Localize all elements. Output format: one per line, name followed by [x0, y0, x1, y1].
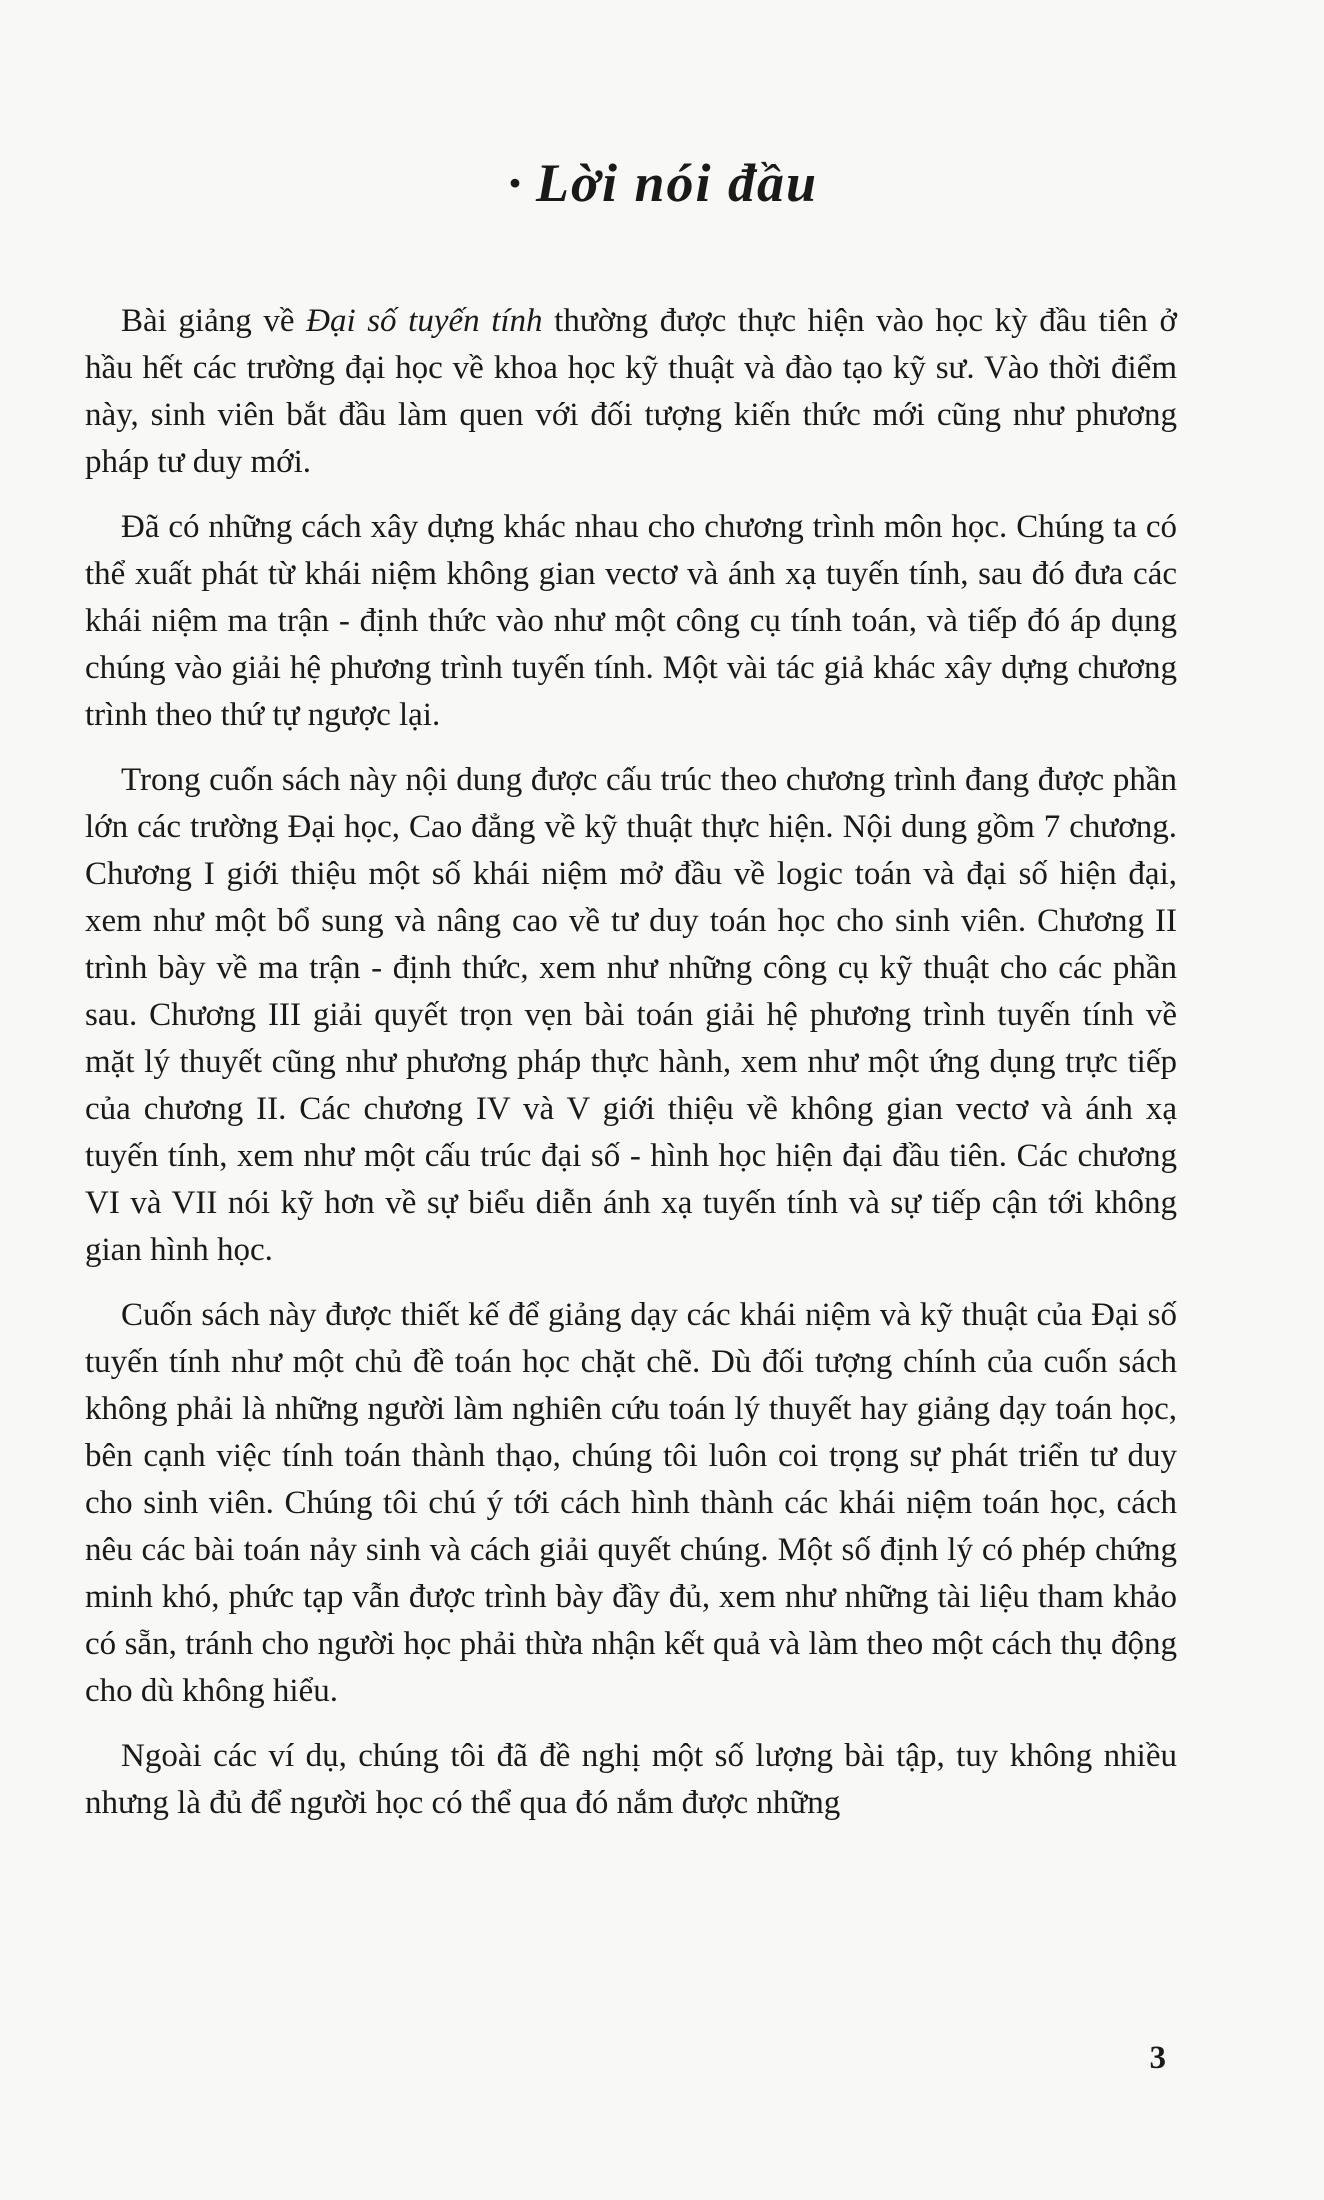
title-bullet: · [505, 153, 526, 213]
paragraph-4: Cuốn sách này được thiết kế để giảng dạy các khái niệm và kỹ thuật của Đại số tuyến tính như một chủ đề toán học chặt chẽ. Dù đối tượng chính của cuốn sách không phải là những người làm nghiên cứu toán lý thuyết hay giảng dạy toán học, bên cạnh việc tính toán thành thạo, chúng tôi luôn coi trọng sự phát triển tư duy cho sinh viên. Chúng tôi chú ý tới cách hình thành các khái niệm toán học, cách nêu các bài toán nảy sinh và cách giải quyết chúng. Một số định lý có phép chứng minh khó, phức tạp vẫn được trình bày đầy đủ, xem như những tài liệu tham khảo có sẵn, tránh cho người học phải thừa nhận kết quả và làm theo một cách thụ động cho dù không hiểu. [85, 1297, 1177, 1709]
paragraph-2: Đã có những cách xây dựng khác nhau cho chương trình môn học. Chúng ta có thể xuất phát từ khái niệm không gian vectơ và ánh xạ tuyến tính, sau đó đưa các khái niệm ma trận - định thức vào như một công cụ tính toán, và tiếp đó áp dụng chúng vào giải hệ phương trình tuyến tính. Một vài tác giả khác xây dựng chương trình theo thứ tự ngược lại. [85, 509, 1177, 733]
page-number: 3 [1149, 2040, 1166, 2076]
page-title [0, 152, 1324, 214]
paragraph-1-lead: Bài giảng về [121, 303, 307, 339]
paragraph-3: Trong cuốn sách này nội dung được cấu trúc theo chương trình đang được phần lớn các trường Đại học, Cao đẳng về kỹ thuật thực hiện. Nội dung gồm 7 chương. Chương I giới thiệu một số khái niệm mở đầu về logic toán và đại số hiện đại, xem như một bổ sung và nâng cao về tư duy toán học cho sinh viên. Chương II trình bày về ma trận - định thức, xem như những công cụ kỹ thuật cho các phần sau. Chương III giải quyết trọn vẹn bài toán giải hệ phương trình tuyến tính về mặt lý thuyết cũng như phương pháp thực hành, xem như một ứng dụng trực tiếp của chương II. Các chương IV và V giới thiệu về không gian vectơ và ánh xạ tuyến tính, xem như một cấu trúc đại số - hình học hiện đại đầu tiên. Các chương VI và VII nói kỹ hơn về sự biểu diễn ánh xạ tuyến tính và sự tiếp cận tới không gian hình học. [85, 762, 1177, 1268]
paragraph-1 [85, 298, 1177, 486]
body-text [85, 298, 1177, 1845]
paragraph-1-rest: thường được thực hiện vào học kỳ đầu tiên ở hầu hết các trường đại học về khoa học kỹ thuật và đào tạo kỹ sư. Vào thời điểm này, sinh viên bắt đầu làm quen với đối tượng kiến thức mới cũng như phương pháp tư duy mới. [85, 303, 1177, 480]
book-subject-emphasis: Đại số tuyến tính [306, 303, 543, 339]
title-text: Lời nói đầu [535, 153, 819, 213]
paragraph-5: Ngoài các ví dụ, chúng tôi đã đề nghị một số lượng bài tập, tuy không nhiều nhưng là đủ để người học có thể qua đó nắm được những [85, 1738, 1177, 1821]
